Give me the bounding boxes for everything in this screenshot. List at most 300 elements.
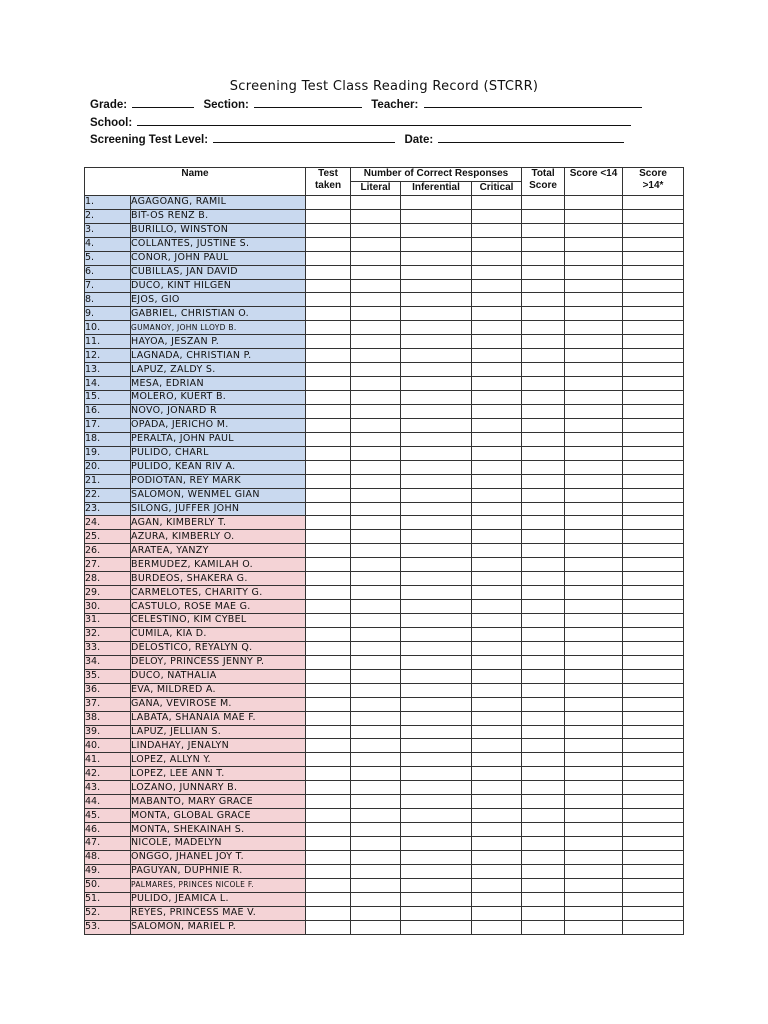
test-taken-cell[interactable]	[306, 209, 351, 223]
literal-cell[interactable]	[351, 432, 401, 446]
score-lt-cell[interactable]	[565, 460, 623, 474]
score-gt-cell[interactable]	[623, 432, 684, 446]
total-score-cell[interactable]	[522, 460, 565, 474]
score-gt-cell[interactable]	[623, 321, 684, 335]
inferential-cell[interactable]	[401, 906, 472, 920]
literal-cell[interactable]	[351, 906, 401, 920]
score-lt-cell[interactable]	[565, 377, 623, 391]
critical-cell[interactable]	[472, 251, 522, 265]
critical-cell[interactable]	[472, 600, 522, 614]
total-score-cell[interactable]	[522, 488, 565, 502]
test-taken-cell[interactable]	[306, 418, 351, 432]
literal-cell[interactable]	[351, 237, 401, 251]
inferential-cell[interactable]	[401, 600, 472, 614]
critical-cell[interactable]	[472, 864, 522, 878]
score-gt-cell[interactable]	[623, 627, 684, 641]
critical-cell[interactable]	[472, 349, 522, 363]
test-taken-cell[interactable]	[306, 753, 351, 767]
inferential-cell[interactable]	[401, 572, 472, 586]
critical-cell[interactable]	[472, 446, 522, 460]
score-lt-cell[interactable]	[565, 195, 623, 209]
critical-cell[interactable]	[472, 502, 522, 516]
critical-cell[interactable]	[472, 850, 522, 864]
test-taken-cell[interactable]	[306, 809, 351, 823]
critical-cell[interactable]	[472, 837, 522, 851]
literal-cell[interactable]	[351, 725, 401, 739]
score-gt-cell[interactable]	[623, 906, 684, 920]
literal-cell[interactable]	[351, 711, 401, 725]
inferential-cell[interactable]	[401, 474, 472, 488]
score-gt-cell[interactable]	[623, 586, 684, 600]
literal-cell[interactable]	[351, 418, 401, 432]
score-gt-cell[interactable]	[623, 558, 684, 572]
score-lt-cell[interactable]	[565, 823, 623, 837]
critical-cell[interactable]	[472, 391, 522, 405]
critical-cell[interactable]	[472, 307, 522, 321]
score-lt-cell[interactable]	[565, 307, 623, 321]
critical-cell[interactable]	[472, 418, 522, 432]
test-taken-cell[interactable]	[306, 349, 351, 363]
test-taken-cell[interactable]	[306, 335, 351, 349]
test-taken-cell[interactable]	[306, 502, 351, 516]
test-taken-cell[interactable]	[306, 614, 351, 628]
literal-cell[interactable]	[351, 293, 401, 307]
score-gt-cell[interactable]	[623, 404, 684, 418]
total-score-cell[interactable]	[522, 781, 565, 795]
critical-cell[interactable]	[472, 878, 522, 892]
score-gt-cell[interactable]	[623, 864, 684, 878]
total-score-cell[interactable]	[522, 446, 565, 460]
critical-cell[interactable]	[472, 823, 522, 837]
score-lt-cell[interactable]	[565, 809, 623, 823]
score-lt-cell[interactable]	[565, 586, 623, 600]
total-score-cell[interactable]	[522, 655, 565, 669]
score-lt-cell[interactable]	[565, 502, 623, 516]
total-score-cell[interactable]	[522, 377, 565, 391]
score-gt-cell[interactable]	[623, 377, 684, 391]
inferential-cell[interactable]	[401, 864, 472, 878]
critical-cell[interactable]	[472, 488, 522, 502]
test-taken-cell[interactable]	[306, 558, 351, 572]
inferential-cell[interactable]	[401, 265, 472, 279]
inferential-cell[interactable]	[401, 432, 472, 446]
test-taken-cell[interactable]	[306, 265, 351, 279]
literal-cell[interactable]	[351, 474, 401, 488]
inferential-cell[interactable]	[401, 488, 472, 502]
score-lt-cell[interactable]	[565, 335, 623, 349]
test-taken-cell[interactable]	[306, 377, 351, 391]
score-lt-cell[interactable]	[565, 488, 623, 502]
total-score-cell[interactable]	[522, 321, 565, 335]
critical-cell[interactable]	[472, 711, 522, 725]
critical-cell[interactable]	[472, 460, 522, 474]
inferential-cell[interactable]	[401, 683, 472, 697]
total-score-cell[interactable]	[522, 725, 565, 739]
literal-cell[interactable]	[351, 209, 401, 223]
critical-cell[interactable]	[472, 614, 522, 628]
total-score-cell[interactable]	[522, 641, 565, 655]
total-score-cell[interactable]	[522, 307, 565, 321]
score-lt-cell[interactable]	[565, 544, 623, 558]
critical-cell[interactable]	[472, 767, 522, 781]
critical-cell[interactable]	[472, 195, 522, 209]
literal-cell[interactable]	[351, 265, 401, 279]
score-gt-cell[interactable]	[623, 809, 684, 823]
inferential-cell[interactable]	[401, 823, 472, 837]
critical-cell[interactable]	[472, 739, 522, 753]
critical-cell[interactable]	[472, 516, 522, 530]
literal-cell[interactable]	[351, 307, 401, 321]
score-gt-cell[interactable]	[623, 293, 684, 307]
critical-cell[interactable]	[472, 781, 522, 795]
inferential-cell[interactable]	[401, 293, 472, 307]
score-lt-cell[interactable]	[565, 683, 623, 697]
inferential-cell[interactable]	[401, 335, 472, 349]
score-lt-cell[interactable]	[565, 432, 623, 446]
total-score-cell[interactable]	[522, 864, 565, 878]
inferential-cell[interactable]	[401, 321, 472, 335]
score-lt-cell[interactable]	[565, 864, 623, 878]
inferential-cell[interactable]	[401, 655, 472, 669]
score-gt-cell[interactable]	[623, 878, 684, 892]
inferential-cell[interactable]	[401, 809, 472, 823]
inferential-cell[interactable]	[401, 711, 472, 725]
score-gt-cell[interactable]	[623, 892, 684, 906]
critical-cell[interactable]	[472, 655, 522, 669]
critical-cell[interactable]	[472, 697, 522, 711]
critical-cell[interactable]	[472, 335, 522, 349]
score-lt-cell[interactable]	[565, 892, 623, 906]
test-taken-cell[interactable]	[306, 683, 351, 697]
score-gt-cell[interactable]	[623, 307, 684, 321]
inferential-cell[interactable]	[401, 767, 472, 781]
critical-cell[interactable]	[472, 669, 522, 683]
inferential-cell[interactable]	[401, 753, 472, 767]
inferential-cell[interactable]	[401, 377, 472, 391]
score-lt-cell[interactable]	[565, 293, 623, 307]
score-gt-cell[interactable]	[623, 739, 684, 753]
critical-cell[interactable]	[472, 683, 522, 697]
literal-cell[interactable]	[351, 683, 401, 697]
total-score-cell[interactable]	[522, 809, 565, 823]
score-lt-cell[interactable]	[565, 474, 623, 488]
test-taken-cell[interactable]	[306, 781, 351, 795]
inferential-cell[interactable]	[401, 530, 472, 544]
literal-cell[interactable]	[351, 377, 401, 391]
grade-blank[interactable]	[132, 97, 194, 108]
score-gt-cell[interactable]	[623, 223, 684, 237]
score-gt-cell[interactable]	[623, 544, 684, 558]
total-score-cell[interactable]	[522, 474, 565, 488]
score-lt-cell[interactable]	[565, 446, 623, 460]
total-score-cell[interactable]	[522, 614, 565, 628]
total-score-cell[interactable]	[522, 293, 565, 307]
score-gt-cell[interactable]	[623, 781, 684, 795]
score-gt-cell[interactable]	[623, 279, 684, 293]
test-taken-cell[interactable]	[306, 237, 351, 251]
total-score-cell[interactable]	[522, 739, 565, 753]
total-score-cell[interactable]	[522, 223, 565, 237]
score-gt-cell[interactable]	[623, 446, 684, 460]
inferential-cell[interactable]	[401, 404, 472, 418]
inferential-cell[interactable]	[401, 391, 472, 405]
test-taken-cell[interactable]	[306, 321, 351, 335]
literal-cell[interactable]	[351, 641, 401, 655]
literal-cell[interactable]	[351, 572, 401, 586]
literal-cell[interactable]	[351, 544, 401, 558]
literal-cell[interactable]	[351, 739, 401, 753]
inferential-cell[interactable]	[401, 209, 472, 223]
critical-cell[interactable]	[472, 906, 522, 920]
critical-cell[interactable]	[472, 795, 522, 809]
literal-cell[interactable]	[351, 195, 401, 209]
total-score-cell[interactable]	[522, 279, 565, 293]
critical-cell[interactable]	[472, 432, 522, 446]
inferential-cell[interactable]	[401, 920, 472, 934]
test-taken-cell[interactable]	[306, 892, 351, 906]
literal-cell[interactable]	[351, 878, 401, 892]
score-lt-cell[interactable]	[565, 391, 623, 405]
score-lt-cell[interactable]	[565, 363, 623, 377]
inferential-cell[interactable]	[401, 850, 472, 864]
test-taken-cell[interactable]	[306, 697, 351, 711]
test-taken-cell[interactable]	[306, 906, 351, 920]
inferential-cell[interactable]	[401, 223, 472, 237]
total-score-cell[interactable]	[522, 516, 565, 530]
total-score-cell[interactable]	[522, 878, 565, 892]
score-gt-cell[interactable]	[623, 391, 684, 405]
test-taken-cell[interactable]	[306, 655, 351, 669]
critical-cell[interactable]	[472, 641, 522, 655]
score-gt-cell[interactable]	[623, 251, 684, 265]
test-taken-cell[interactable]	[306, 795, 351, 809]
score-gt-cell[interactable]	[623, 349, 684, 363]
score-gt-cell[interactable]	[623, 488, 684, 502]
critical-cell[interactable]	[472, 530, 522, 544]
test-taken-cell[interactable]	[306, 404, 351, 418]
inferential-cell[interactable]	[401, 418, 472, 432]
score-lt-cell[interactable]	[565, 627, 623, 641]
inferential-cell[interactable]	[401, 279, 472, 293]
inferential-cell[interactable]	[401, 878, 472, 892]
score-gt-cell[interactable]	[623, 641, 684, 655]
total-score-cell[interactable]	[522, 209, 565, 223]
literal-cell[interactable]	[351, 349, 401, 363]
test-taken-cell[interactable]	[306, 850, 351, 864]
total-score-cell[interactable]	[522, 920, 565, 934]
inferential-cell[interactable]	[401, 237, 472, 251]
section-blank[interactable]	[254, 97, 362, 108]
score-gt-cell[interactable]	[623, 655, 684, 669]
total-score-cell[interactable]	[522, 837, 565, 851]
critical-cell[interactable]	[472, 265, 522, 279]
total-score-cell[interactable]	[522, 697, 565, 711]
literal-cell[interactable]	[351, 920, 401, 934]
test-taken-cell[interactable]	[306, 391, 351, 405]
critical-cell[interactable]	[472, 279, 522, 293]
literal-cell[interactable]	[351, 460, 401, 474]
inferential-cell[interactable]	[401, 725, 472, 739]
literal-cell[interactable]	[351, 251, 401, 265]
score-lt-cell[interactable]	[565, 349, 623, 363]
score-gt-cell[interactable]	[623, 265, 684, 279]
test-taken-cell[interactable]	[306, 279, 351, 293]
score-lt-cell[interactable]	[565, 223, 623, 237]
critical-cell[interactable]	[472, 321, 522, 335]
critical-cell[interactable]	[472, 363, 522, 377]
literal-cell[interactable]	[351, 864, 401, 878]
inferential-cell[interactable]	[401, 544, 472, 558]
test-taken-cell[interactable]	[306, 544, 351, 558]
total-score-cell[interactable]	[522, 600, 565, 614]
critical-cell[interactable]	[472, 544, 522, 558]
test-taken-cell[interactable]	[306, 864, 351, 878]
literal-cell[interactable]	[351, 781, 401, 795]
score-lt-cell[interactable]	[565, 878, 623, 892]
score-lt-cell[interactable]	[565, 418, 623, 432]
inferential-cell[interactable]	[401, 781, 472, 795]
score-gt-cell[interactable]	[623, 363, 684, 377]
score-lt-cell[interactable]	[565, 781, 623, 795]
test-taken-cell[interactable]	[306, 600, 351, 614]
critical-cell[interactable]	[472, 627, 522, 641]
total-score-cell[interactable]	[522, 850, 565, 864]
critical-cell[interactable]	[472, 586, 522, 600]
score-gt-cell[interactable]	[623, 823, 684, 837]
score-lt-cell[interactable]	[565, 237, 623, 251]
literal-cell[interactable]	[351, 391, 401, 405]
test-taken-cell[interactable]	[306, 488, 351, 502]
total-score-cell[interactable]	[522, 544, 565, 558]
level-blank[interactable]	[213, 132, 395, 143]
inferential-cell[interactable]	[401, 669, 472, 683]
literal-cell[interactable]	[351, 600, 401, 614]
inferential-cell[interactable]	[401, 558, 472, 572]
total-score-cell[interactable]	[522, 391, 565, 405]
score-gt-cell[interactable]	[623, 614, 684, 628]
total-score-cell[interactable]	[522, 753, 565, 767]
critical-cell[interactable]	[472, 572, 522, 586]
inferential-cell[interactable]	[401, 837, 472, 851]
literal-cell[interactable]	[351, 335, 401, 349]
score-gt-cell[interactable]	[623, 600, 684, 614]
score-lt-cell[interactable]	[565, 572, 623, 586]
test-taken-cell[interactable]	[306, 530, 351, 544]
test-taken-cell[interactable]	[306, 586, 351, 600]
total-score-cell[interactable]	[522, 767, 565, 781]
score-lt-cell[interactable]	[565, 767, 623, 781]
literal-cell[interactable]	[351, 502, 401, 516]
critical-cell[interactable]	[472, 920, 522, 934]
inferential-cell[interactable]	[401, 627, 472, 641]
critical-cell[interactable]	[472, 223, 522, 237]
test-taken-cell[interactable]	[306, 767, 351, 781]
total-score-cell[interactable]	[522, 265, 565, 279]
total-score-cell[interactable]	[522, 627, 565, 641]
total-score-cell[interactable]	[522, 906, 565, 920]
score-gt-cell[interactable]	[623, 237, 684, 251]
literal-cell[interactable]	[351, 404, 401, 418]
literal-cell[interactable]	[351, 516, 401, 530]
inferential-cell[interactable]	[401, 739, 472, 753]
score-gt-cell[interactable]	[623, 209, 684, 223]
inferential-cell[interactable]	[401, 502, 472, 516]
score-lt-cell[interactable]	[565, 669, 623, 683]
score-gt-cell[interactable]	[623, 460, 684, 474]
critical-cell[interactable]	[472, 474, 522, 488]
literal-cell[interactable]	[351, 795, 401, 809]
total-score-cell[interactable]	[522, 823, 565, 837]
test-taken-cell[interactable]	[306, 837, 351, 851]
critical-cell[interactable]	[472, 237, 522, 251]
total-score-cell[interactable]	[522, 195, 565, 209]
literal-cell[interactable]	[351, 223, 401, 237]
score-lt-cell[interactable]	[565, 209, 623, 223]
score-gt-cell[interactable]	[623, 795, 684, 809]
score-lt-cell[interactable]	[565, 265, 623, 279]
score-lt-cell[interactable]	[565, 404, 623, 418]
literal-cell[interactable]	[351, 823, 401, 837]
score-lt-cell[interactable]	[565, 251, 623, 265]
literal-cell[interactable]	[351, 446, 401, 460]
test-taken-cell[interactable]	[306, 474, 351, 488]
test-taken-cell[interactable]	[306, 725, 351, 739]
total-score-cell[interactable]	[522, 892, 565, 906]
inferential-cell[interactable]	[401, 460, 472, 474]
test-taken-cell[interactable]	[306, 572, 351, 586]
test-taken-cell[interactable]	[306, 251, 351, 265]
test-taken-cell[interactable]	[306, 920, 351, 934]
literal-cell[interactable]	[351, 753, 401, 767]
inferential-cell[interactable]	[401, 195, 472, 209]
total-score-cell[interactable]	[522, 586, 565, 600]
literal-cell[interactable]	[351, 669, 401, 683]
score-lt-cell[interactable]	[565, 558, 623, 572]
total-score-cell[interactable]	[522, 795, 565, 809]
date-blank[interactable]	[438, 132, 624, 143]
test-taken-cell[interactable]	[306, 878, 351, 892]
inferential-cell[interactable]	[401, 795, 472, 809]
score-gt-cell[interactable]	[623, 725, 684, 739]
score-gt-cell[interactable]	[623, 418, 684, 432]
score-lt-cell[interactable]	[565, 641, 623, 655]
critical-cell[interactable]	[472, 809, 522, 823]
inferential-cell[interactable]	[401, 614, 472, 628]
literal-cell[interactable]	[351, 697, 401, 711]
literal-cell[interactable]	[351, 488, 401, 502]
test-taken-cell[interactable]	[306, 363, 351, 377]
test-taken-cell[interactable]	[306, 195, 351, 209]
score-lt-cell[interactable]	[565, 850, 623, 864]
inferential-cell[interactable]	[401, 516, 472, 530]
score-lt-cell[interactable]	[565, 530, 623, 544]
critical-cell[interactable]	[472, 558, 522, 572]
inferential-cell[interactable]	[401, 892, 472, 906]
score-lt-cell[interactable]	[565, 920, 623, 934]
literal-cell[interactable]	[351, 655, 401, 669]
total-score-cell[interactable]	[522, 683, 565, 697]
score-lt-cell[interactable]	[565, 753, 623, 767]
score-lt-cell[interactable]	[565, 279, 623, 293]
score-gt-cell[interactable]	[623, 195, 684, 209]
test-taken-cell[interactable]	[306, 516, 351, 530]
inferential-cell[interactable]	[401, 586, 472, 600]
test-taken-cell[interactable]	[306, 641, 351, 655]
inferential-cell[interactable]	[401, 697, 472, 711]
total-score-cell[interactable]	[522, 404, 565, 418]
score-gt-cell[interactable]	[623, 572, 684, 586]
literal-cell[interactable]	[351, 767, 401, 781]
